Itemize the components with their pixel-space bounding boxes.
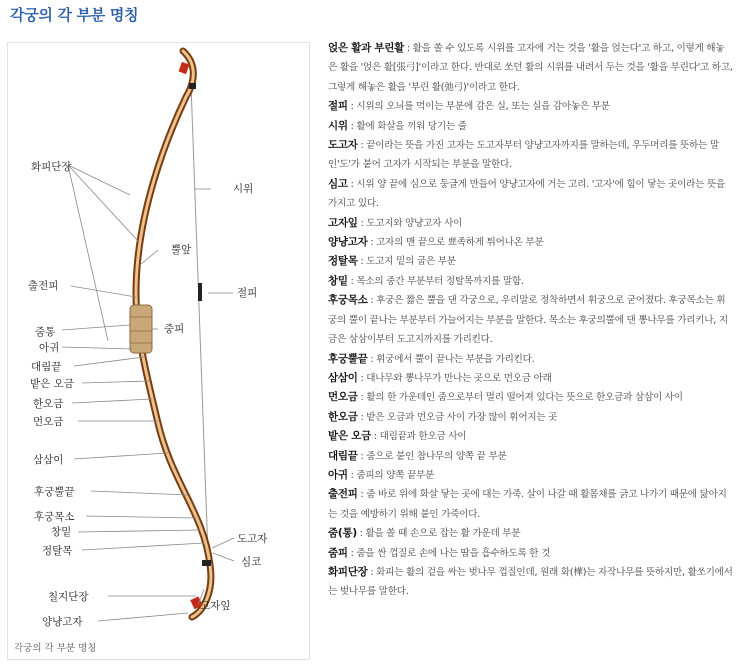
- glossary-entry: [328, 97, 733, 116]
- label-chilji-danjang: 칠지단장: [48, 591, 89, 603]
- glossary-term: 한오금: [328, 410, 358, 423]
- glossary-list: [328, 39, 733, 602]
- glossary-term: 줌(통): [328, 527, 357, 540]
- glossary-entry: [328, 291, 733, 349]
- glossary-entry: [328, 563, 733, 602]
- glossary-desc: : 활에 화살을 끼워 당기는 줄: [347, 120, 467, 132]
- label-bateun-ogeum: 밭은 오금: [30, 378, 74, 390]
- glossary-desc: : 줌으로 붙인 참나무의 양쪽 끝 부분: [357, 450, 507, 462]
- glossary-desc: : 휘궁에서 뿔이 끝나는 부분을 가리킨다.: [367, 353, 535, 365]
- glossary-desc: : 도고지와 양냥고자 사이: [357, 217, 463, 229]
- nocking-wrap: [198, 283, 202, 301]
- label-yangyang-goja: 양냥고자: [42, 616, 83, 628]
- glossary-desc: : 화피는 활의 겉을 싸는 벚나무 껍질인데, 원래 화(樺)는 자작나무를 뜻하지만, 활쏘기에서는 벚나무를 말한다.: [328, 566, 733, 598]
- glossary-entry: [328, 524, 733, 543]
- glossary-desc: : 목소의 중간 부분부터 정탈목까지를 말함.: [347, 275, 524, 287]
- glossary-desc: : 활을 쏠 때 손으로 잡는 활 가운데 부분: [356, 528, 521, 540]
- glossary-desc: : 줌을 싼 껍질로 손에 나는 땀을 흡수하도록 한 것: [347, 547, 551, 559]
- glossary-entry: [328, 427, 733, 446]
- glossary-desc: : 도고지 밑의 굽은 부분: [357, 256, 456, 268]
- label-agwi: 아귀: [39, 342, 60, 354]
- label-hwapidanjang: 화피단장: [31, 161, 72, 173]
- label-jungpi: 중피: [164, 323, 185, 335]
- glossary-term: 심고: [328, 177, 348, 190]
- glossary-desc: : 활을 쏠 수 있도록 시위를 고자에 거는 것을 '활을 얹는다'고 하고, 이렇게 해놓은 활을 '얹은 활[張弓]'이라고 한다. 반대로 쏘던 활의 시위를 내려서 두는 것을 '활을 부린다'고 하고, 그렇게 해놓은 활을 '부린 활(弛弓)'이라고 한다.: [328, 43, 733, 93]
- glossary-entry: [328, 466, 733, 485]
- glossary-term: 줌피: [328, 546, 348, 559]
- label-simko: 심코: [241, 556, 262, 568]
- glossary-desc: : 끝이라는 뜻을 가진 고자는 도고자부터 양냥고자까지를 말하는데, 우두머리를 뜻하는 말인'도'가 붙어 고자가 시작되는 부분을 말한다.: [328, 140, 719, 171]
- glossary-entry: [328, 485, 733, 524]
- label-daerimkkeut: 대림끝: [31, 361, 62, 373]
- glossary-entry: [328, 408, 733, 427]
- upper-dogoja: [189, 83, 196, 89]
- glossary-entry: [328, 214, 733, 233]
- label-hugung-moksu: 후궁목소: [34, 511, 75, 523]
- label-chuljeonpi: 출전피: [28, 280, 59, 292]
- glossary-desc: : 시위의 오늬를 먹이는 부분에 감은 실, 또는 실을 감아놓은 부분: [347, 101, 610, 113]
- glossary-term: 출전피: [328, 488, 358, 501]
- glossary-term: 양냥고자: [328, 236, 368, 249]
- glossary-term: 창밑: [328, 274, 348, 287]
- glossary-term: 후궁목소: [328, 294, 368, 307]
- glossary-entry: [328, 544, 733, 563]
- glossary-term: 고자잎: [328, 216, 358, 229]
- glossary-desc: : 시위 양 끝에 심으로 둥글게 만들어 양냥고자에 거는 고리. '고자'에 힘이 닿는 곳이라는 뜻을 가지고 있다.: [328, 178, 725, 210]
- upper-tip-band: [179, 62, 190, 74]
- glossary-desc: : 고자의 맨 끝으로 뾰족하게 튀어나온 부분: [367, 237, 544, 249]
- glossary-term: 밭은 오금: [328, 430, 371, 443]
- glossary-term: 얹은 활과 부린활: [328, 42, 405, 54]
- glossary-entry: [328, 175, 733, 214]
- glossary-entry: [328, 136, 733, 175]
- glossary-term: 화피단장: [328, 565, 368, 578]
- lower-dogoja: [202, 560, 211, 566]
- glossary-entry: [328, 233, 733, 252]
- glossary-term: 절피: [328, 100, 348, 113]
- glossary-desc: : 줌피의 양쪽 끝부분: [347, 469, 435, 481]
- glossary-desc: : 줌 바로 위에 화살 닿는 곳에 대는 가죽. 살이 나갈 때 활몸채를 긁고 나가기 때문에 닳아지는 것을 예방하기 위해 붙인 가죽이다.: [328, 489, 727, 520]
- glossary-desc: : 밭은 오금과 먼오금 사이 가장 많이 휘어지는 곳: [357, 411, 558, 423]
- glossary-term: 아귀: [328, 468, 348, 481]
- label-samsam: 삼삼이: [33, 454, 64, 466]
- glossary-term: 후궁뿔끝: [328, 352, 368, 365]
- glossary-desc: : 활의 한 가운데인 줌으로부터 멀리 떨어져 있다는 뜻으로 한오금과 삼삼이 사이: [357, 392, 683, 404]
- label-gojaiup: 고자잎: [200, 600, 231, 612]
- glossary-term: 시위: [328, 119, 348, 132]
- label-hugung-ppulkkeut: 후궁뿔끝: [34, 486, 75, 498]
- glossary-desc: : 대림끝과 한오금 사이: [370, 431, 467, 443]
- glossary-term: 삼삼이: [328, 371, 358, 384]
- label-siwi: 시위: [233, 183, 254, 195]
- label-jeongtalmok: 정탈목: [42, 545, 73, 557]
- glossary-entry: [328, 252, 733, 271]
- glossary-desc: : 후궁은 짧은 뿔을 댄 각궁으로, 우리말로 정착하면서 휘궁으로 굳어졌다. 후궁목소는 휘궁의 뿔이 끝나는 부분부터 가늘어지는 부분을 말한다. 목소는 후궁의뿔에 댄 뽕나무를 가리키나, 지금은 삼삼이부터 도고지까지를 가리킨다.: [328, 295, 728, 346]
- bowstring: [190, 57, 208, 555]
- figure-caption: 각궁의 각 부분 명칭: [14, 643, 97, 654]
- label-changmit: 창밑: [51, 526, 72, 538]
- glossary-entry: [328, 272, 733, 291]
- label-jeolpi: 절피: [237, 287, 258, 299]
- glossary-entry: [328, 350, 733, 369]
- glossary-entry: [328, 117, 733, 136]
- glossary-desc: : 대나무와 뽕나무가 만나는 곳으로 먼오금 아래: [357, 372, 552, 384]
- page-title: 각궁의 각 부분 명칭: [10, 6, 139, 24]
- glossary-entry: [328, 369, 733, 388]
- glossary-term: 도고자: [328, 139, 358, 152]
- label-jungtong: 줌통: [35, 326, 56, 338]
- label-han-ogeum: 한오금: [33, 398, 64, 410]
- label-ppulap: 뿔앞: [171, 244, 192, 256]
- grip-wrap: [130, 305, 152, 353]
- bow-figure: [7, 42, 310, 660]
- glossary-term: 먼오금: [328, 391, 358, 404]
- glossary-term: 대림끝: [328, 449, 358, 462]
- glossary-entry: [328, 39, 733, 97]
- glossary-entry: [328, 388, 733, 407]
- label-dogoja: 도고자: [237, 533, 268, 545]
- label-meon-ogeum: 먼오금: [33, 416, 64, 428]
- glossary-entry: [328, 447, 733, 466]
- glossary-term: 정탈목: [328, 255, 358, 268]
